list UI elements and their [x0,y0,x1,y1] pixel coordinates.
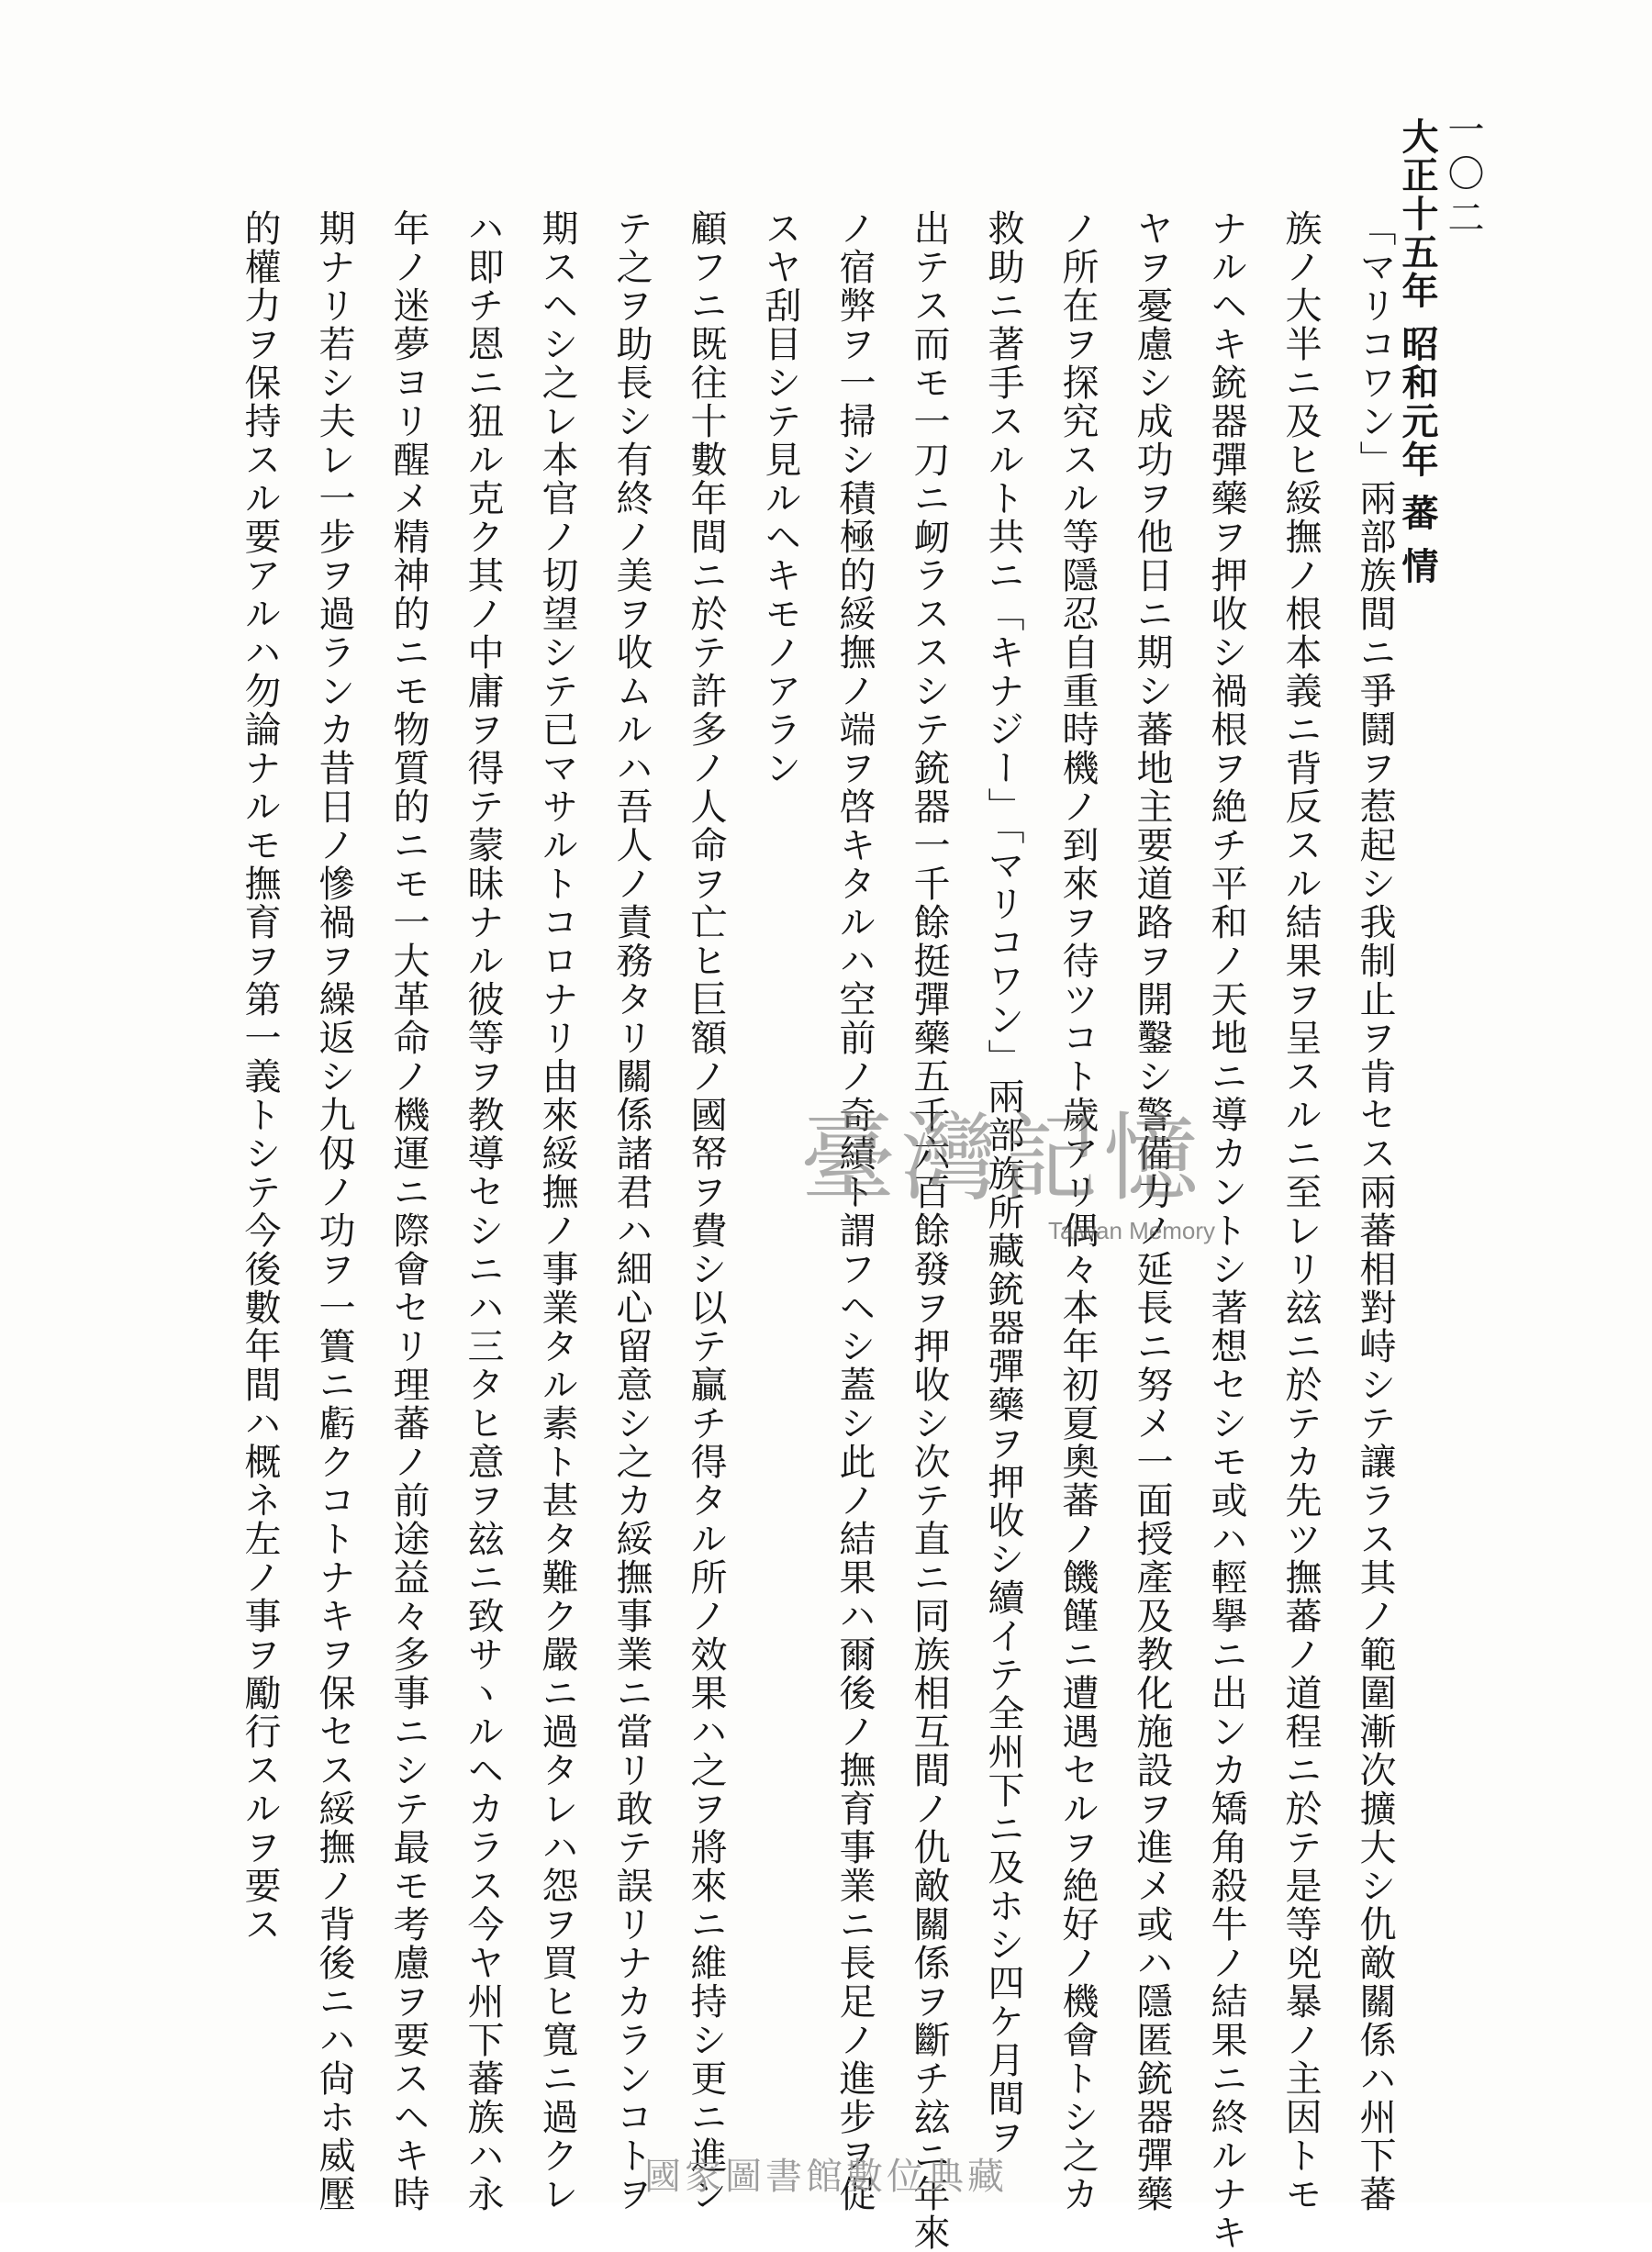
text-column: 出テス而モ一刀ニ衂ラススシテ銃器一千餘挺彈藥五千六百餘發ヲ押收シ次テ直ニ同族相互間ノ仇敵關係ヲ斷チ玆ニ年來 [908,209,950,2252]
text-column: ノ宿弊ヲ一掃シ積極的綏撫ノ端ヲ啓キタルハ空前ノ奇績ト謂フヘシ蓋シ此ノ結果ハ爾後ノ撫育事業ニ長足ノ進步ヲ促 [833,209,876,2213]
text-column: 期スヘシ之レ本官ノ切望シテ已マサルトコロナリ由來綏撫ノ事業タル素ト甚タ難ク嚴ニ過タレハ怨ヲ買ヒ寬ニ過クレ [536,209,578,2213]
text-column: 顧フニ既往十數年間ニ於テ許多ノ人命ヲ亡ヒ巨額ノ國帑ヲ費シ以テ贏チ得タル所ノ效果ハ之ヲ將來ニ維持シ更ニ進ン [685,209,727,2213]
text-column: ノ所在ヲ探究スル等隱忍自重時機ノ到來ヲ待ツコト歲アリ偶々本年初夏奧蕃ノ饑饉ニ遭遇セルヲ絶好ノ機會トシ之カ [1056,209,1099,2213]
text-column: 救助ニ著手スルト共ニ「キナジー」「マリコワン」兩部族所藏銃器彈藥ヲ押收シ續イテ全州下ニ及ホシ四ケ月間ヲ [982,209,1024,2157]
text-column: ハ即チ恩ニ狃ル克ク其ノ中庸ヲ得テ蒙昧ナル彼等ヲ教導セシニハ三タヒ意ヲ玆ニ致サヽルヘカラス今ヤ州下蕃族ハ永 [462,209,504,2213]
running-header-title: 大正十五年 昭和元年 蕃 情 [1396,117,1439,585]
text-column: 「マリコワン」兩部族間ニ爭鬪ヲ惹起シ我制止ヲ肯セス兩蕃相對峙シテ讓ラス其ノ範圍漸次擴大シ仇敵關係ハ州下蕃 [1354,209,1396,2213]
watermark-logo-text: 臺灣記憶 [800,1102,1205,1214]
page-number: 一〇二 [1442,110,1484,242]
watermark-subtitle: Taiwan Memory [1048,1217,1216,1244]
text-column: 族ノ大半ニ及ヒ綏撫ノ根本義ニ背反スル結果ヲ呈スルニ至レリ玆ニ於テカ先ツ撫蕃ノ道程ニ於テ是等兇暴ノ主因トモ [1279,209,1322,2213]
text-column: 的權力ヲ保持スル要アルハ勿論ナルモ撫育ヲ第一義トシテ今後數年間ハ概ネ左ノ事ヲ勵行スルヲ要ス [239,209,281,1944]
text-column: スヤ刮目シテ見ルヘキモノアラン [759,209,801,787]
text-column: ヤヲ憂慮シ成功ヲ他日ニ期シ蕃地主要道路ヲ開鑿シ警備力ノ延長ニ努メ一面授產及教化施設ヲ進メ或ハ隱匿銃器彈藥 [1131,209,1173,2213]
footer-collection-label: 國家圖書館數位典藏 [644,2156,1008,2198]
text-column: ナルヘキ銃器彈藥ヲ押收シ禍根ヲ絶チ平和ノ天地ニ導カントシ著想セシモ或ハ輕擧ニ出ンカ矯角殺牛ノ結果ニ終ルナキ [1205,209,1247,2252]
text-column: 期ナリ若シ夫レ一步ヲ過ランカ昔日ノ慘禍ヲ繰返シ九仭ノ功ヲ一簣ニ虧クコトナキヲ保セス綏撫ノ背後ニハ尙ホ威壓 [313,209,355,2213]
text-column: 年ノ迷夢ヨリ醒メ精神的ニモ物質的ニモ一大革命ノ機運ニ際會セリ理蕃ノ前途益々多事ニシテ最モ考慮ヲ要スヘキ時 [387,209,430,2213]
text-column: テ之ヲ助長シ有終ノ美ヲ收ムルハ吾人ノ責務タリ關係諸君ハ細心留意シ之カ綏撫事業ニ當リ敢テ誤リナカランコトヲ [610,209,653,2213]
